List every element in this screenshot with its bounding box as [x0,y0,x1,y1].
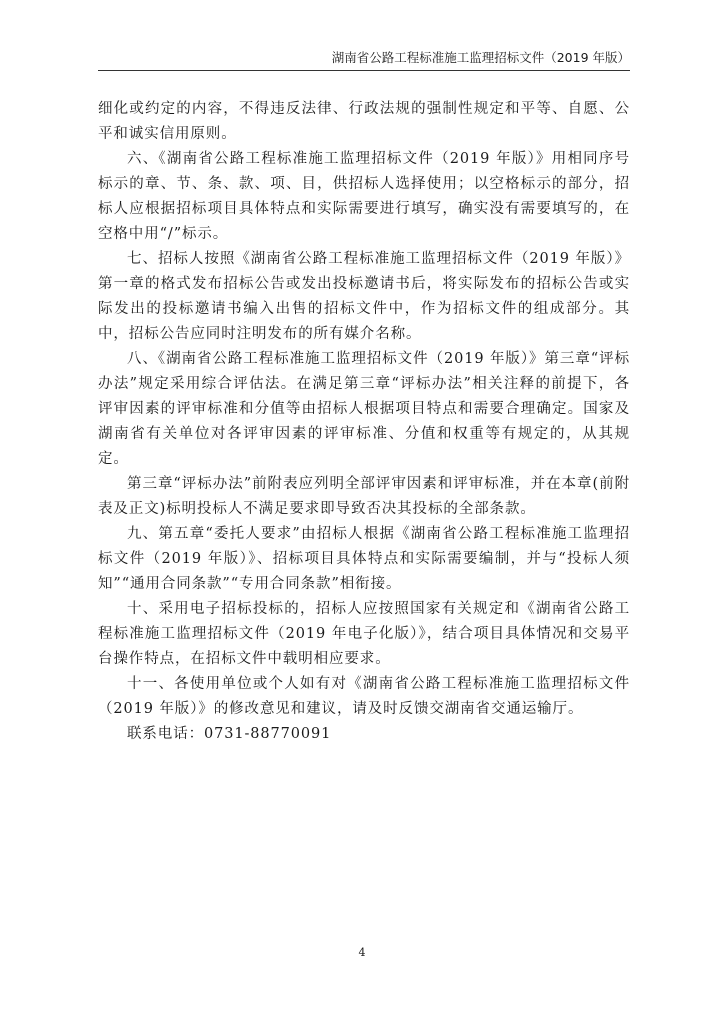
running-header: 湖南省公路工程标准施工监理招标文件（2019 年版） [331,50,630,65]
document-body [98,97,630,747]
paragraph-item-7: 七、招标人按照《湖南省公路工程标准施工监理招标文件（2019 年版）》第一章的格式发布招标公告或发出投标邀请书后，将实际发布的招标公告或实际发出的投标邀请书编入出售的招标文件中，作为招标文件的组成部分。其中，招标公告应同时注明发布的所有媒介名称。 [98,251,630,342]
paragraph-item-6: 六、《湖南省公路工程标准施工监理招标文件（2019 年版）》用相同序号标示的章、节、条、款、项、目，供招标人选择使用；以空格标示的部分，招标人应根据招标项目具体特点和实际需要进行填写，确实没有需要填写的，在空格中用“/”标示。 [98,151,630,242]
header-rule [98,70,630,71]
paragraph-item-9: 九、第五章“委托人要求”由招标人根据《湖南省公路工程标准施工监理招标文件（2019 年版）》、招标项目具体特点和实际需要编制，并与“投标人须知”“通用合同条款”“专用合同条款”相衔接。 [98,526,630,592]
paragraph-continuation: 细化或约定的内容，不得违反法律、行政法规的强制性规定和平等、自愿、公平和诚实信用原则。 [98,101,630,142]
paragraph-item-11: 十一、各使用单位或个人如有对《湖南省公路工程标准施工监理招标文件（2019 年版）》的修改意见和建议，请及时反馈交湖南省交通运输厅。 [98,676,630,717]
paragraph-item-8: 八、《湖南省公路工程标准施工监理招标文件（2019 年版）》第三章“评标办法”规定采用综合评估法。在满足第三章“评标办法”相关注释的前提下，各评审因素的评审标准和分值等由招标人根据项目特点和需要合理确定。国家及湖南省有关单位对各评审因素的评审标准、分值和权重等有规定的，从其规定。 [98,351,630,467]
paragraph-item-8-note: 第三章“评标办法”前附表应列明全部评审因素和评审标准，并在本章(前附表及正文)标明投标人不满足要求即导致否决其投标的全部条款。 [98,476,630,517]
paragraph-item-10: 十、采用电子招标投标的，招标人应按照国家有关规定和《湖南省公路工程标准施工监理招标文件（2019 年电子化版）》，结合项目具体情况和交易平台操作特点，在招标文件中载明相应要求。 [98,601,630,667]
page-number: 4 [358,946,366,959]
contact-phone: 联系电话：0731-88770091 [127,726,332,742]
